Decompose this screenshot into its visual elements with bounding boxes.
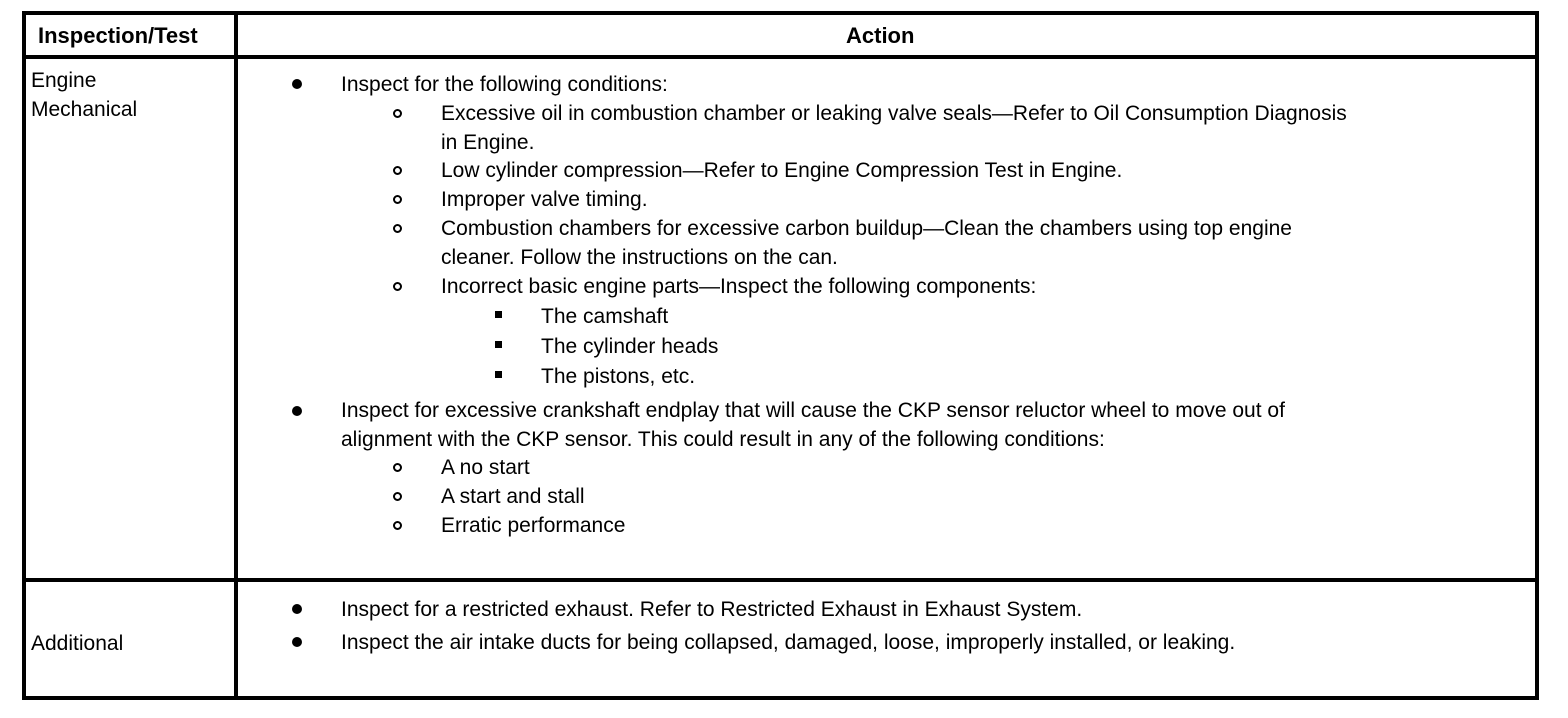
row-label-additional: Additional xyxy=(31,632,124,655)
list-item: The cylinder heads xyxy=(541,335,719,358)
circle-bullet-icon xyxy=(393,492,402,501)
list-item: Combustion chambers for excessive carbon buildup—Clean the chambers using top engine xyxy=(441,217,1292,240)
list-item-continuation: cleaner. Follow the instructions on the can. xyxy=(441,246,838,269)
list-item: Inspect for excessive crankshaft endplay that will cause the CKP sensor reluctor wheel to move out of xyxy=(341,399,1285,422)
list-item: Excessive oil in combustion chamber or leaking valve seals—Refer to Oil Consumption Diagnosis xyxy=(441,102,1347,125)
square-bullet-icon xyxy=(495,311,502,318)
header-divider xyxy=(26,55,1535,59)
list-item: Inspect the air intake ducts for being collapsed, damaged, loose, improperly installed, or leaking. xyxy=(341,631,1236,654)
circle-bullet-icon xyxy=(393,166,402,175)
header-action: Action xyxy=(846,23,915,48)
bullet-icon xyxy=(292,406,302,416)
list-item: Improper valve timing. xyxy=(441,188,648,211)
list-item: The pistons, etc. xyxy=(541,365,696,388)
list-item: Inspect for a restricted exhaust. Refer to Restricted Exhaust in Exhaust System. xyxy=(341,598,1083,621)
list-item: Incorrect basic engine parts—Inspect the following components: xyxy=(441,275,1037,298)
header-inspection-test: Inspection/Test xyxy=(38,23,198,48)
row-label-mechanical: Mechanical xyxy=(31,98,138,121)
square-bullet-icon xyxy=(495,371,502,378)
circle-bullet-icon xyxy=(393,521,402,530)
diagnostic-table xyxy=(22,11,1539,700)
list-item: A no start xyxy=(441,456,530,479)
square-bullet-icon xyxy=(495,341,502,348)
circle-bullet-icon xyxy=(393,195,402,204)
row-label-engine: Engine xyxy=(31,69,97,92)
list-item: The camshaft xyxy=(541,305,669,328)
list-item: Low cylinder compression—Refer to Engine Compression Test in Engine. xyxy=(441,159,1123,182)
list-item-continuation: in Engine. xyxy=(441,131,535,154)
list-item: Erratic performance xyxy=(441,514,626,537)
circle-bullet-icon xyxy=(393,463,402,472)
circle-bullet-icon xyxy=(393,109,402,118)
bullet-icon xyxy=(292,79,302,89)
list-item: Inspect for the following conditions: xyxy=(341,73,668,96)
list-item-continuation: alignment with the CKP sensor. This could result in any of the following conditions: xyxy=(341,428,1105,451)
circle-bullet-icon xyxy=(393,282,402,291)
bullet-icon xyxy=(292,637,302,647)
row-divider xyxy=(26,578,1535,582)
bullet-icon xyxy=(292,604,302,614)
circle-bullet-icon xyxy=(393,224,402,233)
column-divider xyxy=(234,15,238,696)
list-item: A start and stall xyxy=(441,485,585,508)
